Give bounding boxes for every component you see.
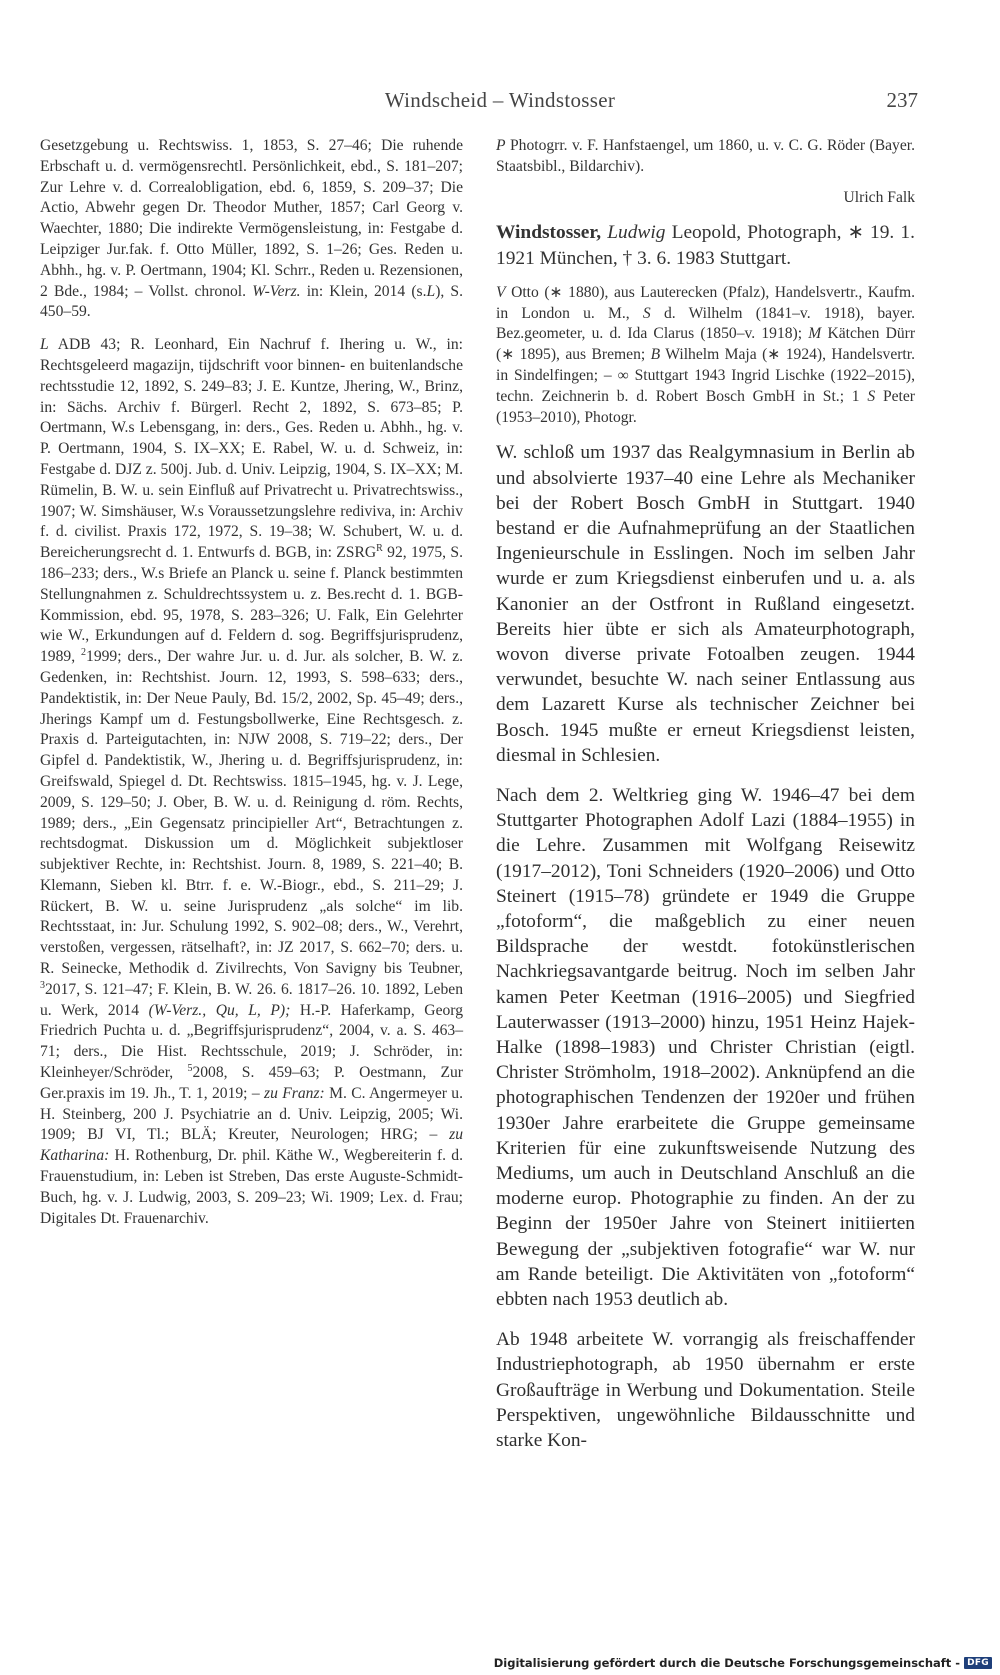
footer-credit xyxy=(494,1656,992,1670)
genealogy-father: Otto (∗ 1880), aus Lauterecken (Pfalz), Handelsvertr., Kaufm. in London u. M., xyxy=(496,283,915,322)
lit-part-4: 2017, S. 121–47; F. Klein, B. W. 26. 6. 1817–26. 10. 1892, Leben u. Werk, 2014 xyxy=(40,980,463,1019)
lit-sup-5: 5 xyxy=(187,1062,193,1074)
genealogy-b-label: B xyxy=(650,346,661,364)
lit-part-7: M. C. Angermeyer u. H. Steinberg, 200 J. Psychiatrie an d. Univ. Leipzig, 2005; Wi. 1909; BJ VI, Tl.; BLÄ; Kreuter, Neurologen; HRG; – xyxy=(40,1084,463,1144)
dfg-logo: DFG xyxy=(964,1657,992,1669)
lit-sup-r: R xyxy=(376,542,383,554)
genealogy-s-label: S xyxy=(642,304,651,322)
lit-part-5: H.-P. Haferkamp, Georg Friedrich Puchta u. d. „Begriffsjurisprudenz“, 2004, v. a. S. 463–71; ders., Die Hist. Rechtsschule, 2019; J. Schröder, in: Kleinheyer/Schröder, xyxy=(40,1001,463,1082)
genealogy-grandfather: d. Wilhelm (1841–v. 1918), bayer. Bez.geometer, u. d. Ida Clarus (1850–v. 1918); xyxy=(496,304,915,343)
entry-life-data: Leopold, Photograph, ∗ 19. 1. 1921 München, † 3. 6. 1983 Stuttgart. xyxy=(496,222,915,269)
lit-italic-katharina: zu Katharina: xyxy=(40,1126,463,1165)
literature-label: L xyxy=(40,336,49,354)
portrait-label: P xyxy=(496,137,506,154)
genealogy-m-label: M xyxy=(808,325,822,343)
right-column xyxy=(496,136,915,1453)
genealogy-mother: Kätchen Dürr (∗ 1895), aus Bremen; xyxy=(496,325,916,364)
lit-part-2: 92, 1975, S. 186–233; ders., W.s Briefe an Planck u. seine f. Planck bestimmten Stellungnahmen z. Schuldrechtssystem u. z. Bes.recht d. 1. BGB-Kommission, ebd. 95, 1978, S. 283–326; U. Falk, Ein Gelehrter wie W., Erkundungen auf d. Feldern d. sog. Begriffsjurisprudenz, 1989, xyxy=(40,544,463,666)
genealogy-son: Peter (1953–2010), Photogr. xyxy=(496,387,915,426)
footer-text: Digitalisierung gefördert durch die Deutsche Forschungsgemeinschaft - xyxy=(493,1656,961,1670)
genealogy-brother: Wilhelm Maja (∗ 1924), Handelsvertr. in Sindelfingen; – ∞ Stuttgart 1943 Ingrid Lischke (1922–2015), techn. Zeichnerin b. d. Robert Bosch GmbH in St.; 1 xyxy=(496,346,915,405)
body-paragraph-3: Ab 1948 arbeitete W. vorrangig als freischaffender Industriephotograph, ab 1950 übernahm er erste Großaufträge in Werbung und Dokumentation. Steile Perspektiven, ungewöhnliche Bildausschnitte und starke Kon- xyxy=(496,1329,915,1452)
lit-italic-1: (W-Verz., Qu, L, P); xyxy=(148,1001,291,1019)
works-end: ), S. 450–59. xyxy=(40,282,463,321)
lit-italic-franz: zu Franz: xyxy=(264,1084,325,1102)
portrait-text: Photogrr. v. F. Hanfstaengel, um 1860, u. v. C. G. Röder (Bayer. Staatsbibl., Bildarchiv). xyxy=(496,137,915,175)
lit-sup-3: 3 xyxy=(40,979,45,991)
literature-paragraph xyxy=(40,335,463,1229)
works-paragraph xyxy=(40,136,463,323)
genealogy-s2-label: S xyxy=(867,387,876,405)
body-paragraph-1: W. schloß um 1937 das Realgymnasium in Berlin ab und absolvierte 1937–40 eine Lehre als Mechaniker bei der Robert Bosch GmbH in Stuttgart. 1940 bestand er die Aufnahmeprüfung an der Staatlichen Ingenieurschule in Esslingen. Noch im selben Jahr wurde er zum Kriegsdienst einberufen und u. a. als Kanonier an der Ostfront in Rußland eingesetzt. Bereits hier übte er sich als Amateurphotograph, wovon diverse private Fotoalben zeugen. 1944 verwundet, besuchte W. nach seiner Entlassung aus dem Lazarett Kurse als technischer Zeichner bei Bosch. 1945 mußte er erneut Kriegsdienst leisten, diesmal in Schlesien. xyxy=(496,442,915,766)
genealogy-paragraph xyxy=(496,283,915,429)
running-header-title: Windscheid – Windstosser xyxy=(384,88,616,112)
works-text: Gesetzgebung u. Rechtswiss. 1, 1853, S. 27–46; Die ruhende Erbschaft u. d. vermögensrechtl. Persönlichkeit, ebd., S. 181–207; Zur Lehre v. d. Correalobligation, ebd. 6, 1859, S. 209–37; Die Actio, Abwehr gegen Dr. Theodor Muther, 1857; Carl Georg v. Waechter, 1880; Die indirekte Vermögensleistung, in: Festgabe d. Leipziger Jur.fak. f. Otto Müller, 1892, S. 1–26; Ges. Reden u. Abhh., hg. v. P. Oertmann, 1904; Kl. Schrr., Reden u. Rezensionen, 2 Bde., 1984; – Vollst. chronol. xyxy=(40,137,463,300)
page-number: 237 xyxy=(886,88,918,112)
entry-surname: Windstosser, xyxy=(496,222,602,244)
works-tail: in: Klein, 2014 (s. xyxy=(306,282,427,300)
body-paragraph-2: Nach dem 2. Weltkrieg ging W. 1946–47 bei dem Stuttgarter Photographen Adolf Lazi (1884–1955) in die Lehre. Zusammen mit Wolfgang Reisewitz (1917–2012), Toni Schneiders (1920–2006) und Otto Steinert (1915–78) gründete er 1949 die Gruppe „fotoform“, die maßgeblich zu einer neuen Bildsprache der westdt. fotokünstlerischen Nachkriegsavantgarde beitrug. Noch im selben Jahr kamen Peter Keetman (1916–2005) und Siegfried Lauterwasser (1913–2000) hinzu, 1951 Heinz Hajek-Halke (1898–1983) und Christer Christian (eigtl. Christer Strömholm, 1918–2002). Anknüpfend an die photographischen Tendenzen der 1920er und frühen 1930er Jahre erarbeitete die Gruppe gemeinsame Kriterien für eine zukunftsweisende Nutzung des Mediums, um auch in Deutschland Anschluß an die moderne europ. Photographie zu finden. An der zu Beginn der 1950er Jahre von Steinert initiierten Bewegung der „subjektiven fotografie“ war W. nur am Rande beteiligt. Die Aktivitäten von „fotoform“ ebbten nach 1953 deutlich ab. xyxy=(496,785,915,1311)
entry-heading xyxy=(496,220,915,270)
works-l-ref: L xyxy=(426,282,436,300)
lit-sup-2: 2 xyxy=(81,646,87,658)
entry-given-name: Ludwig xyxy=(607,222,666,244)
lit-part-3: 1999; ders., Der wahre Jur. u. d. Jur. als solcher, B. W. z. Gedenken, in: Rechtshist. Journ. 12, 1993, S. 598–633; ders., Pandektistik, in: Der Neue Pauly, Bd. 15/2, 2002, Sp. 45–49; ders., Jherings Kampf um d. Festungsbollwerke, Eine Rechtsgesch. z. Praxis d. Parteigutachten, in: NJW 2008, S. 719–22; ders., Der Gipfel d. Pandektistik, W., Jhering u. d. Begriffsjurisprudenz, in: Greifswald, Spiegel d. Dt. Rechtswiss. 1815–1945, hg. v. J. Lege, 2009, S. 129–50; J. Ober, B. W. u. d. Reinigung d. röm. Rechts, 1989; ders., „Ein Gegensatz principieller Art“, Betrachtungen z. rechtsdogmat. Diskussion um d. Möglichkeit subjektloser subjektiver Rechte, in: Rechtshist. Journ. 8, 1989, S. 221–40; B. Klemann, Sieben kl. Btrr. f. e. W.-Biogr., ebd., S. 211–29; J. Rückert, B. W. u. seine Jurisprudenz „als solche“ im lib. Rechtsstaat, in: Jur. Schulung 1992, S. 902–08; ders., W., Verehrt, verstoßen, vergessen, rätselhaft?, in: JZ 2017, S. 662–70; ders. u. R. Seinecke, Methodik d. Zivilrechts, Von Savigny bis Teubner, xyxy=(40,648,464,978)
author-signature: Ulrich Falk xyxy=(843,188,915,206)
left-column xyxy=(40,136,463,1229)
genealogy-v-label: V xyxy=(496,283,506,301)
portrait-paragraph xyxy=(496,136,915,178)
lit-part-8: H. Rothenburg, Dr. phil. Käthe W., Wegbereiterin f. d. Frauenstudium, in: Leben ist Streben, Das erste Auguste-Schmidt-Buch, hg. v. J. Ludwig, 2003, S. 209–23; Wi. 1909; Lex. d. Frau; Digitales Dt. Frauenarchiv. xyxy=(40,1147,463,1227)
lit-part-6: 2008, S. 459–63; P. Oestmann, Zur Ger.praxis im 19. Jh., T. 1, 2019; – xyxy=(40,1064,463,1102)
works-verz-label: W-Verz. xyxy=(252,282,301,300)
lit-part-1: ADB 43; R. Leonhard, Ein Nachruf f. Ihering u. W., in: Rechtsgeleerd magazijn, tijdschrift voor binnen- en buitenlandsche rechtsstudie 12, 1892, S. 249–83; J. E. Kuntze, Jhering, W., Brinz, in: Sächs. Archiv f. Bürgerl. Recht 2, 1892, S. 673–85; P. Oertmann, W.s Lebensgang, in: ders., Ges. Reden u. Abhh., hg. v. P. Oertmann, 1904, S. IX–XX; E. Rabel, W. u. d. Schweiz, in: Festgabe d. DJZ z. 500j. Jub. d. Univ. Leipzig, 1904, S. IX–XX; M. Rümelin, B. W. u. sein Einfluß auf Privatrecht u. Privatrechtswiss., 1907; W. Simshäuser, W.s Voraussetzungslehre rediviva, in: Archiv f. d. civilist. Praxis 172, 1972, S. 19–38; W. Schubert, W. u. d. Bereicherungsrecht d. 1. Entwurfs d. BGB, in: ZSRG xyxy=(40,336,463,562)
